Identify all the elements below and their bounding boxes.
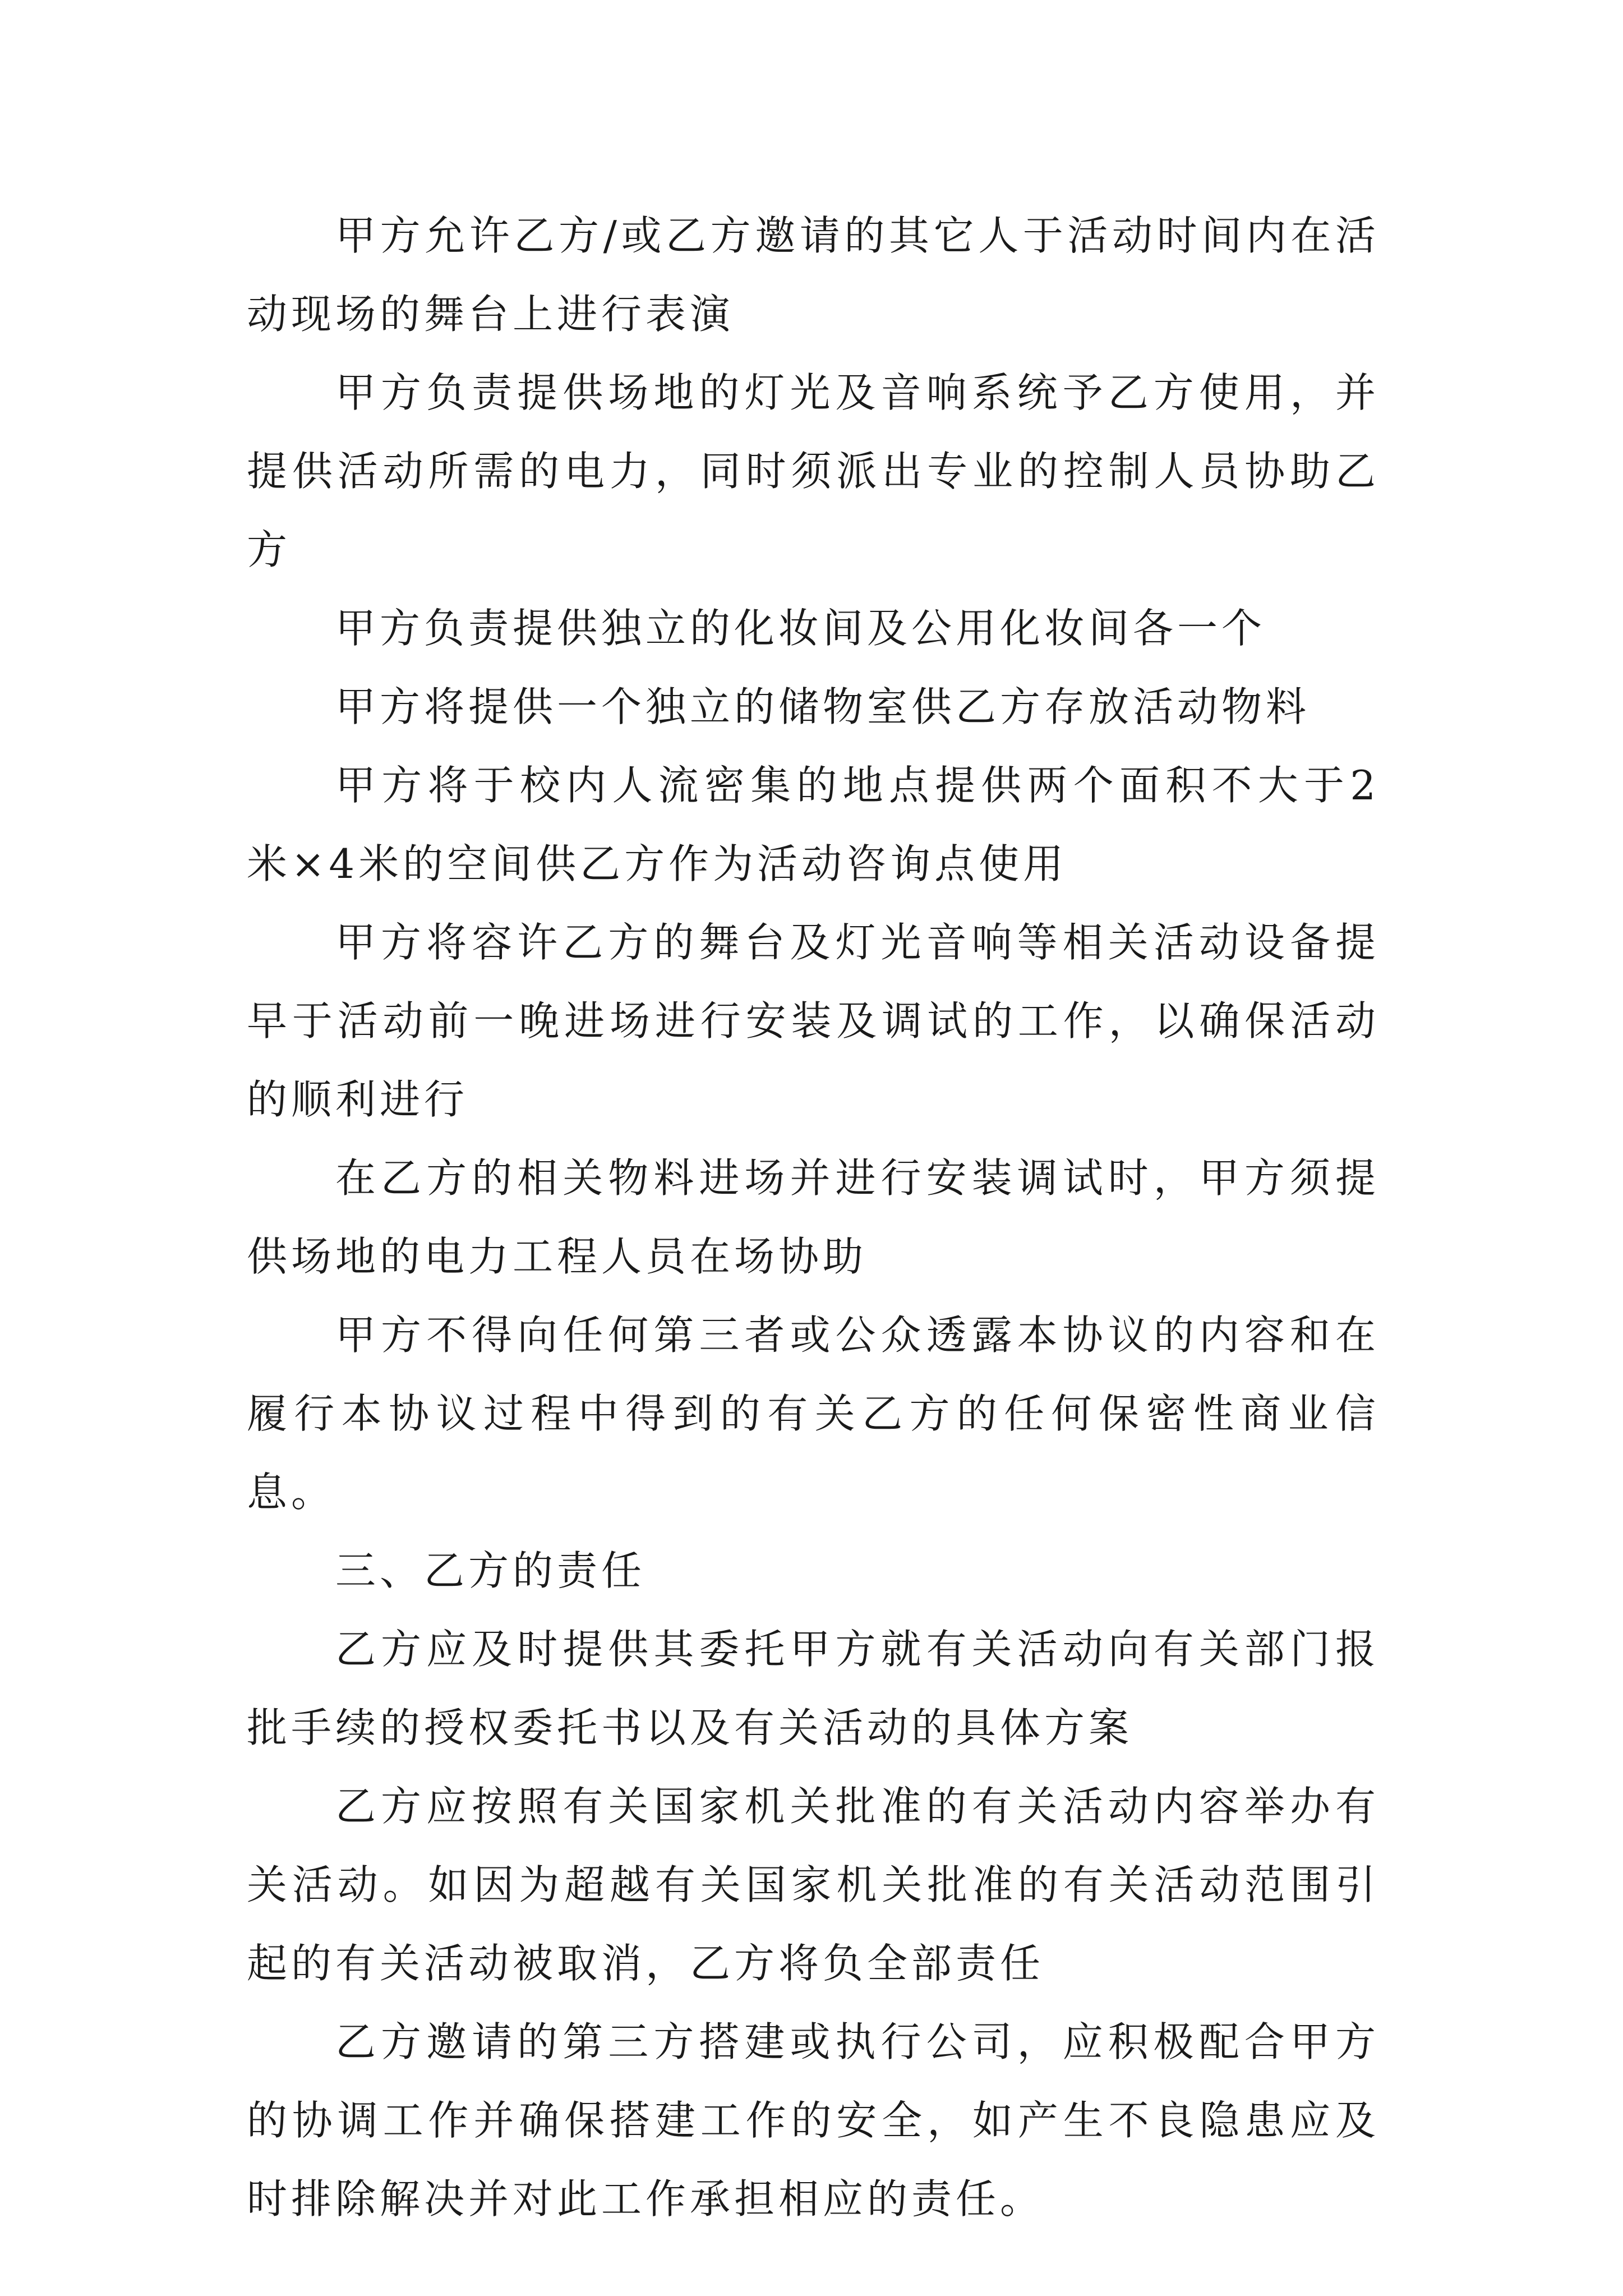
paragraph-early-setup: 甲方将容许乙方的舞台及灯光音响等相关活动设备提早于活动前一晚进场进行安装及调试的工作，以确保活动的顺利进行 [247, 919, 1380, 1123]
paragraph-third-party-contractors: 乙方邀请的第三方搭建或执行公司，应积极配合甲方的协调工作并确保搭建工作的安全，如产生不良隐患应及时排除解决并对此工作承担相应的责任。 [247, 2018, 1380, 2223]
paragraph-stage-performance: 甲方允许乙方/或乙方邀请的其它人于活动时间内在活动现场的舞台上进行表演 [247, 212, 1380, 338]
paragraph-authorization-letter: 乙方应及时提供其委托甲方就有关活动向有关部门报批手续的授权委托书以及有关活动的具体方案 [247, 1626, 1380, 1751]
document-body [247, 196, 1380, 2238]
paragraph-power-engineers: 在乙方的相关物料进场并进行安装调试时，甲方须提供场地的电力工程人员在场协助 [247, 1154, 1380, 1280]
paragraph-approved-activities: 乙方应按照有关国家机关批准的有关活动内容举办有关活动。如因为超越有关国家机关批准的有关活动范围引起的有关活动被取消，乙方将负全部责任 [247, 1783, 1380, 1987]
paragraph-consulting-space: 甲方将于校内人流密集的地点提供两个面积不大于2米×4米的空间供乙方作为活动咨询点使用 [247, 762, 1380, 887]
paragraph-confidentiality: 甲方不得向任何第三者或公众透露本协议的内容和在履行本协议过程中得到的有关乙方的任何保密性商业信息。 [247, 1312, 1380, 1516]
paragraph-lighting-sound: 甲方负责提供场地的灯光及音响系统予乙方使用，并提供活动所需的电力，同时须派出专业的控制人员协助乙方 [247, 369, 1380, 573]
paragraph-dressing-rooms: 甲方负责提供独立的化妆间及公用化妆间各一个 [335, 605, 1266, 652]
section-heading-party-b-responsibilities: 三、乙方的责任 [335, 1547, 646, 1594]
paragraph-storage-room: 甲方将提供一个独立的储物室供乙方存放活动物料 [335, 683, 1311, 730]
